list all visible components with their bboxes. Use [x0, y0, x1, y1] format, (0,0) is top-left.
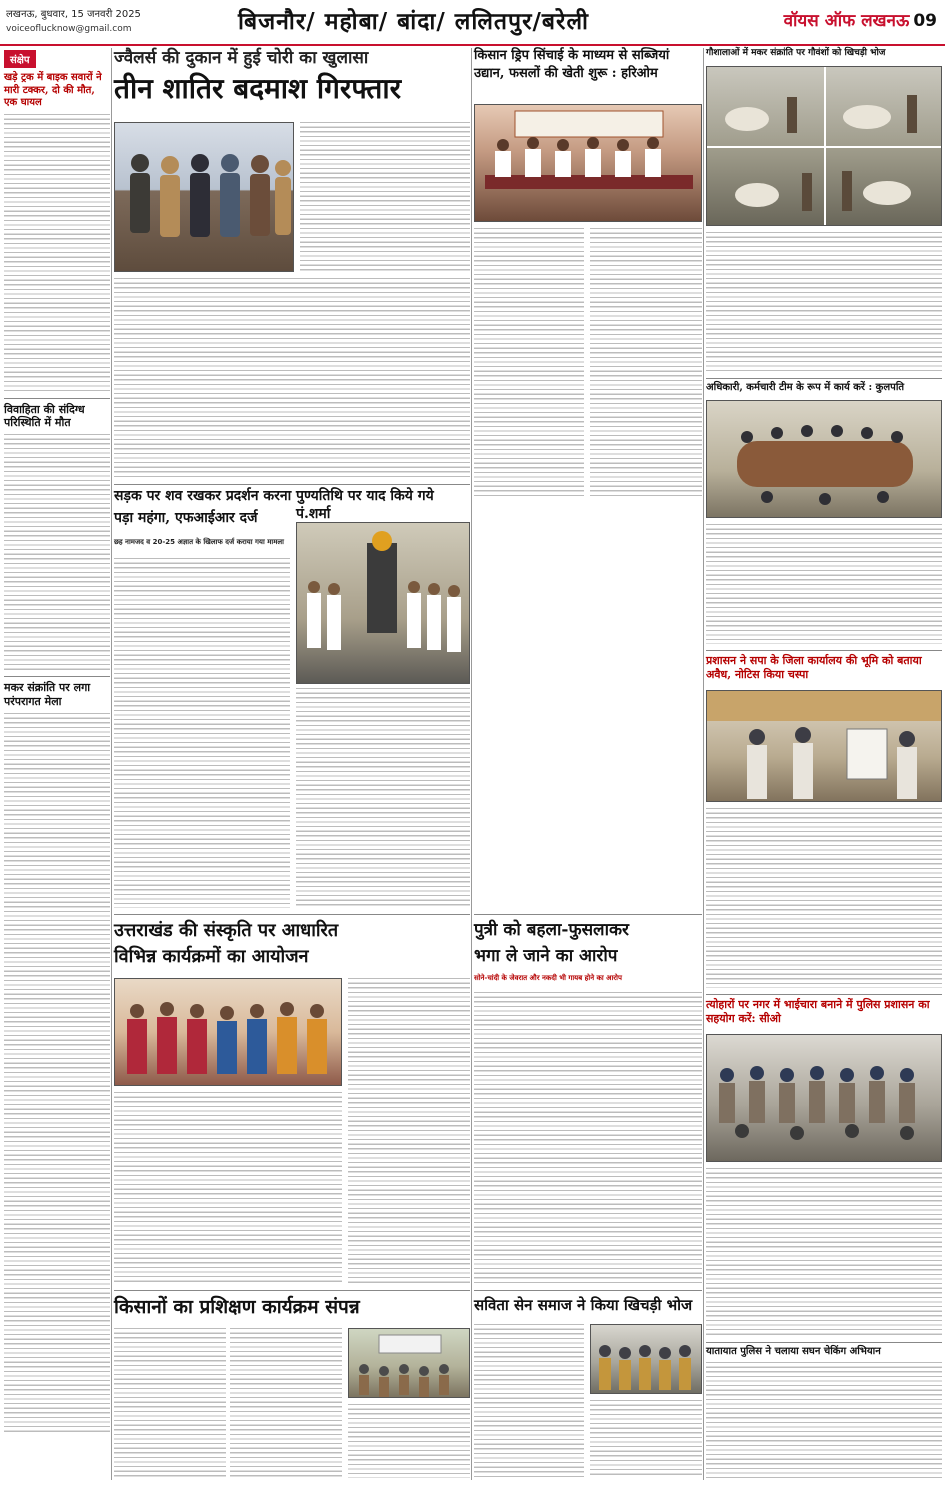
- brand-name: वॉयस ऑफ लखनऊ: [783, 11, 910, 31]
- jewellery-theft-kicker: ज्वैलर्स की दुकान में हुई चोरी का खुलासा: [114, 48, 369, 68]
- vice-chancellor-photo-scene: [707, 401, 942, 518]
- column-three: [474, 48, 702, 1482]
- traffic-check-headline: यातायात पुलिस ने चलाया सघन चेकिंग अभियान: [706, 1346, 881, 1357]
- date-line: लखनऊ, बुधवार, 15 जनवरी 2025: [6, 9, 141, 20]
- email-line: voiceoflucknow@gmail.com: [6, 24, 132, 34]
- anniversary-photo-scene: [297, 523, 470, 684]
- farmers-training-headline: किसानों का प्रशिक्षण कार्यक्रम संपन्न: [114, 1296, 360, 1318]
- brief-headline-death: विवाहिता की संदिग्ध परिस्थिति में मौत: [4, 402, 85, 430]
- farmers-training-body-right: [348, 1404, 470, 1478]
- arrest-photo-figures: [115, 123, 294, 272]
- sp-office-photo: [706, 690, 942, 802]
- uttarakhand-body: [114, 1092, 342, 1284]
- sp-office-body: [706, 808, 942, 988]
- anniversary-photo: [296, 522, 470, 684]
- jewellery-theft-headline: तीन शातिर बदमाश गिरफ्तार: [114, 72, 402, 106]
- brief-headline-accident: खड़े ट्रक में बाइक सवारों ने मारी टक्कर, दो की मौत, एक घायल: [4, 72, 102, 108]
- uttarakhand-photo-scene: [115, 979, 342, 1086]
- sp-office-headline: प्रशासन ने सपा के जिला कार्यालय की भूमि को बताया अवैध, नोटिस किया चस्पा: [706, 654, 922, 681]
- divider: [4, 676, 110, 677]
- daughter-abduction-headline-a: पुत्री को बहला-फुसलाकर: [474, 920, 629, 940]
- brief-headline-fair: मकर संक्रांति पर लगा परंपरागत मेला: [4, 681, 91, 708]
- drip-irrigation-headline-b: उद्यान, फसलों की खेती शुरू : हरिओम: [474, 66, 658, 82]
- divider: [4, 398, 110, 399]
- gaushala-body: [706, 232, 942, 372]
- vice-chancellor-body: [706, 524, 942, 644]
- farmers-training-body-left: [114, 1328, 226, 1478]
- brief-body-accident: [4, 114, 110, 394]
- daughter-abduction-headline-b: भगा ले जाने का आरोप: [474, 946, 618, 966]
- drip-irrigation-photo: [474, 104, 702, 222]
- vice-chancellor-photo: [706, 400, 942, 518]
- daughter-abduction-body: [474, 992, 702, 1284]
- savita-sen-body-right: [590, 1400, 702, 1478]
- co-festivals-body: [706, 1168, 942, 1338]
- drip-irrigation-photo-scene: [475, 105, 702, 222]
- co-festivals-photo-scene: [707, 1035, 942, 1162]
- co-festivals-photo: [706, 1034, 942, 1162]
- drip-irrigation-body-right: [590, 228, 702, 498]
- uttarakhand-body-right: [348, 978, 470, 1284]
- uttarakhand-headline-b: विभिन्न कार्यक्रमों का आयोजन: [114, 946, 309, 967]
- divider: [706, 994, 942, 995]
- divider: [706, 378, 942, 379]
- section-title: बिजनौर/ महोबा/ बांदा/ ललितपुर/बरेली: [238, 8, 589, 35]
- divider: [474, 1290, 702, 1291]
- jewellery-theft-body: [114, 278, 470, 478]
- arrest-photo: [114, 122, 294, 272]
- drip-irrigation-body-left: [474, 228, 584, 498]
- gaushala-headline: गौशालाओं में मकर संक्रांति पर गौवंशों को खिचड़ी भोज: [706, 48, 886, 58]
- farmers-training-body-mid: [230, 1328, 342, 1478]
- anniversary-headline: पुण्यतिथि पर याद किये गये पं.शर्मा: [296, 488, 434, 522]
- farmers-training-photo-scene: [349, 1329, 470, 1398]
- co-festivals-headline: त्योहारों पर नगर में भाईचारा बनाने में पुलिस प्रशासन का सहयोग करें: सीओ: [706, 998, 930, 1025]
- divider: [706, 650, 942, 651]
- brief-body-fair: [4, 713, 110, 1433]
- road-protest-headline-b: पड़ा महंगा, एफआईआर दर्ज: [114, 510, 258, 526]
- road-protest-body: [114, 558, 290, 908]
- savita-sen-photo-scene: [591, 1325, 702, 1394]
- savita-sen-headline: सविता सेन समाज ने किया खिचड़ी भोज: [474, 1296, 693, 1314]
- column-briefs: [4, 48, 110, 1482]
- anniversary-body: [296, 688, 470, 908]
- divider: [114, 484, 470, 485]
- divider: [114, 1290, 470, 1291]
- gaushala-photo-scene: [707, 67, 942, 226]
- road-protest-headline-a: सड़क पर शव रखकर प्रदर्शन करना: [114, 488, 292, 504]
- savita-sen-body-left: [474, 1324, 584, 1478]
- uttarakhand-headline-a: उत्तराखंड की संस्कृति पर आधारित: [114, 920, 339, 941]
- drip-irrigation-headline-a: किसान ड्रिप सिंचाई के माध्यम से सब्जियां: [474, 48, 670, 63]
- road-protest-subhead: छह नामजद व 20-25 अज्ञात के खिलाफ दर्ज कराया गया मामला: [114, 538, 284, 546]
- uttarakhand-photo: [114, 978, 342, 1086]
- savita-sen-photo: [590, 1324, 702, 1394]
- brief-body-death: [4, 434, 110, 672]
- column-rule: [471, 48, 472, 1480]
- farmers-training-photo: [348, 1328, 470, 1398]
- divider: [474, 914, 702, 915]
- sp-office-photo-scene: [707, 691, 942, 802]
- divider: [114, 914, 470, 915]
- traffic-check-body: [706, 1362, 942, 1478]
- daughter-abduction-subhead: सोने-चांदी के जेवरात और नकदी भी गायब होने का आरोप: [474, 974, 622, 982]
- vice-chancellor-headline: अधिकारी, कर्मचारी टीम के रूप में कार्य करें : कुलपति: [706, 382, 905, 393]
- masthead: [0, 0, 945, 46]
- divider: [706, 1342, 942, 1343]
- column-main: [114, 48, 470, 1482]
- page-number: 09: [913, 11, 937, 31]
- jewellery-theft-body-right: [300, 122, 470, 272]
- brand-logo: [784, 8, 937, 31]
- column-rule: [111, 48, 112, 1480]
- briefs-tag: संक्षेप: [4, 50, 36, 68]
- gaushala-photo: [706, 66, 942, 226]
- column-four: [706, 48, 942, 1482]
- column-rule: [703, 48, 704, 1480]
